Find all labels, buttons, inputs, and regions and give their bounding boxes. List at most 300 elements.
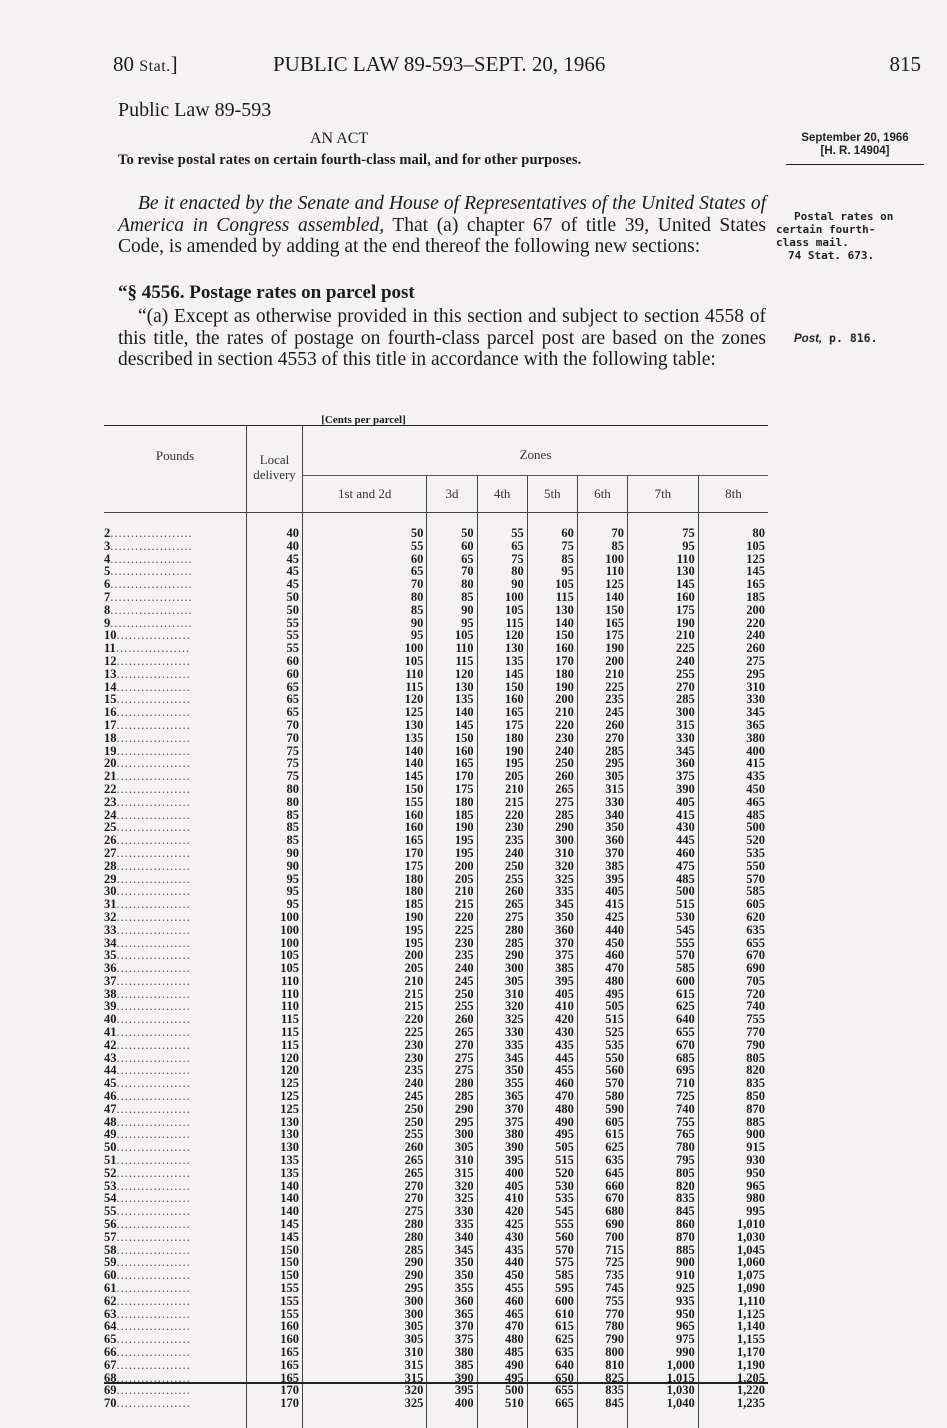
zone-rate-cell: 585 xyxy=(698,885,768,898)
table-row xyxy=(104,1192,768,1205)
pounds-cell: 9.................... xyxy=(104,615,193,630)
zone-rate-cell: 220 xyxy=(477,809,527,822)
zone-rate-cell: 215 xyxy=(477,796,527,809)
zone-rate-cell: 965 xyxy=(698,1180,768,1193)
zone-rate-cell: 835 xyxy=(698,1077,768,1090)
local-rate-cell: 160 xyxy=(247,1320,303,1333)
pounds-cell: 5.................... xyxy=(104,564,193,579)
zone-rate-cell: 450 xyxy=(477,1269,527,1282)
zone-rate-cell: 435 xyxy=(698,770,768,783)
table-row xyxy=(104,1320,768,1333)
table-row xyxy=(104,1039,768,1052)
zone-rate-cell: 170 xyxy=(303,847,427,860)
table-row xyxy=(104,975,768,988)
zone-rate-cell: 740 xyxy=(698,1000,768,1013)
zone-rate-cell: 520 xyxy=(698,834,768,847)
zone-rate-cell: 740 xyxy=(627,1103,698,1116)
zone-rate-cell: 490 xyxy=(527,1116,577,1129)
zone-rate-cell: 390 xyxy=(627,783,698,796)
zone-rate-cell: 195 xyxy=(303,937,427,950)
zone-rate-cell: 555 xyxy=(627,937,698,950)
zone-rate-cell: 520 xyxy=(527,1167,577,1180)
pounds-cell: 29.................. xyxy=(104,871,191,886)
zone-rate-cell: 535 xyxy=(527,1192,577,1205)
zone-rate-cell: 295 xyxy=(577,757,627,770)
zone-rate-cell: 75 xyxy=(477,553,527,566)
zone-rate-cell: 60 xyxy=(427,540,477,553)
leader-dots: .................. xyxy=(116,679,191,694)
zone-rate-cell: 635 xyxy=(698,924,768,937)
zone-rate-cell: 240 xyxy=(698,629,768,642)
leader-dots: .................. xyxy=(116,1165,191,1180)
zone-rate-cell: 345 xyxy=(698,706,768,719)
table-row xyxy=(104,604,768,617)
zone-rate-cell: 260 xyxy=(527,770,577,783)
zone-rate-cell: 190 xyxy=(477,745,527,758)
zone-rate-cell: 235 xyxy=(303,1064,427,1077)
local-rate-cell: 160 xyxy=(247,1333,303,1346)
local-rate-cell: 60 xyxy=(247,668,303,681)
zone-rate-cell: 950 xyxy=(627,1308,698,1321)
zone-rate-cell: 395 xyxy=(427,1384,477,1397)
table-row xyxy=(104,1282,768,1295)
local-rate-cell: 90 xyxy=(247,860,303,873)
local-rate-cell: 135 xyxy=(247,1154,303,1167)
zone-rate-cell: 70 xyxy=(427,565,477,578)
zone-rate-cell: 205 xyxy=(303,962,427,975)
leader-dots: .................. xyxy=(116,1319,191,1334)
leader-dots: .................. xyxy=(116,743,191,758)
zone-rate-cell: 495 xyxy=(477,1372,527,1385)
zone-rate-cell: 1,235 xyxy=(698,1397,768,1410)
local-rate-cell: 40 xyxy=(247,527,303,540)
zone-rate-cell: 360 xyxy=(527,924,577,937)
zone-rate-cell: 85 xyxy=(303,604,427,617)
leader-dots: .................. xyxy=(116,730,191,745)
local-rate-cell: 110 xyxy=(247,988,303,1001)
zone-rate-cell: 210 xyxy=(303,975,427,988)
zone-rate-cell: 270 xyxy=(427,1039,477,1052)
local-rate-cell: 95 xyxy=(247,885,303,898)
zone-rate-cell: 645 xyxy=(577,1167,627,1180)
zone-rate-cell: 485 xyxy=(698,809,768,822)
zone-rate-cell: 275 xyxy=(698,655,768,668)
leader-dots: .................. xyxy=(116,666,191,681)
zone-rate-cell: 85 xyxy=(427,591,477,604)
zone-rate-cell: 375 xyxy=(627,770,698,783)
zone-rate-cell: 430 xyxy=(627,821,698,834)
zone-rate-cell: 370 xyxy=(577,847,627,860)
pounds-cell: 17.................. xyxy=(104,717,191,732)
header-zone-1-2: 1st and 2d xyxy=(303,476,427,513)
table-row xyxy=(104,924,768,937)
zone-rate-cell: 145 xyxy=(427,719,477,732)
zone-rate-cell: 295 xyxy=(303,1282,427,1295)
zone-rate-cell: 385 xyxy=(577,860,627,873)
zone-rate-cell: 555 xyxy=(527,1218,577,1231)
leader-dots: .................. xyxy=(116,692,191,707)
zone-rate-cell: 245 xyxy=(577,706,627,719)
zone-rate-cell: 195 xyxy=(427,834,477,847)
zone-rate-cell: 615 xyxy=(577,1128,627,1141)
zone-rate-cell: 130 xyxy=(303,719,427,732)
leader-dots: .................. xyxy=(116,999,191,1014)
zone-rate-cell: 415 xyxy=(698,757,768,770)
zone-rate-cell: 485 xyxy=(477,1346,527,1359)
pounds-cell: 41.................. xyxy=(104,1025,191,1040)
leader-dots: .................. xyxy=(116,653,191,668)
zone-rate-cell: 215 xyxy=(303,988,427,1001)
table-row xyxy=(104,719,768,732)
zone-rate-cell: 195 xyxy=(427,847,477,860)
local-rate-cell: 75 xyxy=(247,770,303,783)
local-rate-cell: 50 xyxy=(247,604,303,617)
zone-rate-cell: 185 xyxy=(303,898,427,911)
zone-rate-cell: 150 xyxy=(477,681,527,694)
volume-citation: 80 Stat.] xyxy=(113,52,178,76)
table-row xyxy=(104,1397,768,1410)
zone-rate-cell: 290 xyxy=(527,821,577,834)
table-row xyxy=(104,1052,768,1065)
zone-rate-cell: 430 xyxy=(527,1026,577,1039)
table-row xyxy=(104,578,768,591)
local-rate-cell: 65 xyxy=(247,693,303,706)
leader-dots: .................. xyxy=(116,1076,191,1091)
zone-rate-cell: 180 xyxy=(303,885,427,898)
leader-dots: .................. xyxy=(116,1178,191,1193)
zone-rate-cell: 480 xyxy=(577,975,627,988)
margin-rule xyxy=(786,164,924,165)
zone-rate-cell: 635 xyxy=(527,1346,577,1359)
zone-rate-cell: 380 xyxy=(698,732,768,745)
zone-rate-cell: 870 xyxy=(627,1231,698,1244)
pounds-cell: 45.................. xyxy=(104,1076,191,1091)
zone-rate-cell: 255 xyxy=(427,1000,477,1013)
zone-rate-cell: 635 xyxy=(577,1154,627,1167)
running-title: PUBLIC LAW 89-593–SEPT. 20, 1966 xyxy=(273,52,606,76)
zone-rate-cell: 250 xyxy=(427,988,477,1001)
leader-dots: .................. xyxy=(116,1089,191,1104)
pounds-cell: 65.................. xyxy=(104,1332,191,1347)
local-rate-cell: 140 xyxy=(247,1180,303,1193)
zone-rate-cell: 505 xyxy=(577,1000,627,1013)
zone-rate-cell: 305 xyxy=(477,975,527,988)
zone-rate-cell: 55 xyxy=(477,527,527,540)
zone-rate-cell: 140 xyxy=(577,591,627,604)
pounds-cell: 36.................. xyxy=(104,961,191,976)
zone-rate-cell: 900 xyxy=(698,1128,768,1141)
zone-rate-cell: 650 xyxy=(527,1372,577,1385)
zone-rate-cell: 115 xyxy=(427,655,477,668)
zone-rate-cell: 375 xyxy=(527,949,577,962)
zone-rate-cell: 130 xyxy=(627,565,698,578)
pounds-cell: 62.................. xyxy=(104,1293,191,1308)
zone-rate-cell: 620 xyxy=(698,911,768,924)
zone-rate-cell: 720 xyxy=(698,988,768,1001)
local-rate-cell: 130 xyxy=(247,1141,303,1154)
zone-rate-cell: 90 xyxy=(427,604,477,617)
zone-rate-cell: 175 xyxy=(477,719,527,732)
pounds-cell: 27.................. xyxy=(104,845,191,860)
table-row xyxy=(104,885,768,898)
zone-rate-cell: 360 xyxy=(427,1295,477,1308)
zone-rate-cell: 125 xyxy=(698,553,768,566)
zone-rate-cell: 210 xyxy=(477,783,527,796)
zone-rate-cell: 915 xyxy=(698,1141,768,1154)
zone-rate-cell: 585 xyxy=(627,962,698,975)
zone-rate-cell: 115 xyxy=(477,617,527,630)
zone-rate-cell: 455 xyxy=(477,1282,527,1295)
local-rate-cell: 50 xyxy=(247,591,303,604)
zone-rate-cell: 655 xyxy=(698,937,768,950)
zone-rate-cell: 1,030 xyxy=(698,1231,768,1244)
zone-rate-cell: 325 xyxy=(527,873,577,886)
table-row xyxy=(104,1077,768,1090)
zone-rate-cell: 285 xyxy=(303,1244,427,1257)
zone-rate-cell: 820 xyxy=(627,1180,698,1193)
table-row xyxy=(104,1167,768,1180)
zone-rate-cell: 1,075 xyxy=(698,1269,768,1282)
zone-rate-cell: 230 xyxy=(527,732,577,745)
zone-rate-cell: 455 xyxy=(527,1064,577,1077)
zone-rate-cell: 530 xyxy=(527,1180,577,1193)
zone-rate-cell: 290 xyxy=(303,1269,427,1282)
zone-rate-cell: 1,030 xyxy=(627,1384,698,1397)
header-zone-7: 7th xyxy=(627,476,698,513)
stat-reference: 74 Stat. 673. xyxy=(788,249,875,262)
local-rate-cell: 115 xyxy=(247,1039,303,1052)
pounds-cell: 35.................. xyxy=(104,948,191,963)
zone-rate-cell: 835 xyxy=(577,1384,627,1397)
table-row xyxy=(104,1013,768,1026)
zone-rate-cell: 835 xyxy=(627,1192,698,1205)
table-row xyxy=(104,1244,768,1257)
leader-dots: .................. xyxy=(116,922,191,937)
header-zone-8: 8th xyxy=(698,476,768,513)
leader-dots: .................. xyxy=(116,1037,191,1052)
zone-rate-cell: 405 xyxy=(527,988,577,1001)
zone-rate-cell: 355 xyxy=(427,1282,477,1295)
zone-rate-cell: 95 xyxy=(527,565,577,578)
table-row xyxy=(104,1090,768,1103)
zone-rate-cell: 700 xyxy=(577,1231,627,1244)
zone-rate-cell: 305 xyxy=(303,1333,427,1346)
table-row xyxy=(104,745,768,758)
zone-rate-cell: 330 xyxy=(477,1026,527,1039)
zone-rate-cell: 300 xyxy=(427,1128,477,1141)
table-row xyxy=(104,949,768,962)
leader-dots: .................. xyxy=(116,1204,191,1219)
zone-rate-cell: 190 xyxy=(427,821,477,834)
section-heading: “§ 4556. Postage rates on parcel post xyxy=(118,282,415,303)
zone-rate-cell: 615 xyxy=(527,1320,577,1333)
table-row xyxy=(104,821,768,834)
zone-rate-cell: 845 xyxy=(577,1397,627,1410)
zone-rate-cell: 250 xyxy=(527,757,577,770)
leader-dots: .................. xyxy=(116,871,191,886)
zone-rate-cell: 465 xyxy=(698,796,768,809)
table-row xyxy=(104,1205,768,1218)
local-rate-cell: 140 xyxy=(247,1192,303,1205)
zone-rate-cell: 325 xyxy=(477,1013,527,1026)
local-rate-cell: 170 xyxy=(247,1384,303,1397)
local-rate-cell: 70 xyxy=(247,719,303,732)
pounds-cell: 6.................... xyxy=(104,577,193,592)
zone-rate-cell: 80 xyxy=(477,565,527,578)
zone-rate-cell: 175 xyxy=(577,629,627,642)
local-rate-cell: 130 xyxy=(247,1128,303,1141)
pounds-cell: 12.................. xyxy=(104,653,191,668)
zone-rate-cell: 570 xyxy=(527,1244,577,1257)
zone-rate-cell: 235 xyxy=(577,693,627,706)
zone-rate-cell: 725 xyxy=(627,1090,698,1103)
pounds-cell: 4.................... xyxy=(104,551,193,566)
zone-rate-cell: 275 xyxy=(527,796,577,809)
zone-rate-cell: 150 xyxy=(527,629,577,642)
zone-rate-cell: 315 xyxy=(427,1167,477,1180)
zone-rate-cell: 870 xyxy=(698,1103,768,1116)
zone-rate-cell: 365 xyxy=(427,1308,477,1321)
local-rate-cell: 100 xyxy=(247,911,303,924)
zone-rate-cell: 310 xyxy=(527,847,577,860)
zone-rate-cell: 535 xyxy=(577,1039,627,1052)
zone-rate-cell: 655 xyxy=(527,1384,577,1397)
pounds-cell: 34.................. xyxy=(104,935,191,950)
table-row xyxy=(104,553,768,566)
zone-rate-cell: 545 xyxy=(627,924,698,937)
zone-rate-cell: 145 xyxy=(627,578,698,591)
zone-rate-cell: 425 xyxy=(477,1218,527,1231)
pounds-cell: 31.................. xyxy=(104,897,191,912)
leader-dots: .................. xyxy=(116,1140,191,1155)
local-rate-cell: 125 xyxy=(247,1077,303,1090)
zone-rate-cell: 270 xyxy=(577,732,627,745)
zone-rate-cell: 595 xyxy=(527,1282,577,1295)
leader-dots: .................... xyxy=(110,526,193,540)
zone-rate-cell: 50 xyxy=(303,527,427,540)
zone-rate-cell: 1,010 xyxy=(698,1218,768,1231)
pounds-cell: 14.................. xyxy=(104,679,191,694)
zone-rate-cell: 400 xyxy=(477,1167,527,1180)
local-rate-cell: 45 xyxy=(247,578,303,591)
local-rate-cell: 150 xyxy=(247,1244,303,1257)
zone-rate-cell: 350 xyxy=(527,911,577,924)
margin-post-reference: Post, p. 816. xyxy=(794,331,878,345)
pounds-cell: 11.................. xyxy=(104,641,191,656)
zone-rate-cell: 445 xyxy=(627,834,698,847)
rate-rows xyxy=(104,527,768,1410)
local-rate-cell: 40 xyxy=(247,540,303,553)
pounds-cell: 60.................. xyxy=(104,1268,191,1283)
zone-rate-cell: 270 xyxy=(303,1180,427,1193)
table-row xyxy=(104,642,768,655)
pounds-cell: 2.................... xyxy=(104,526,193,540)
header-pounds: Pounds xyxy=(155,448,195,463)
table-row xyxy=(104,629,768,642)
zone-rate-cell: 100 xyxy=(477,591,527,604)
table-row xyxy=(104,809,768,822)
zone-rate-cell: 1,170 xyxy=(698,1346,768,1359)
zone-rate-cell: 695 xyxy=(627,1064,698,1077)
zone-rate-cell: 885 xyxy=(698,1116,768,1129)
zone-rate-cell: 275 xyxy=(303,1205,427,1218)
zone-rate-cell: 130 xyxy=(477,642,527,655)
zone-rate-cell: 275 xyxy=(427,1064,477,1077)
pounds-cell: 70.................. xyxy=(104,1396,191,1411)
table-row xyxy=(104,757,768,770)
zone-rate-cell: 100 xyxy=(577,553,627,566)
zone-rate-cell: 845 xyxy=(627,1205,698,1218)
zone-rate-cell: 395 xyxy=(477,1154,527,1167)
zone-rate-cell: 85 xyxy=(577,540,627,553)
zone-rate-cell: 335 xyxy=(427,1218,477,1231)
zone-rate-cell: 280 xyxy=(477,924,527,937)
zone-rate-cell: 625 xyxy=(627,1000,698,1013)
zone-rate-cell: 260 xyxy=(577,719,627,732)
local-rate-cell: 70 xyxy=(247,732,303,745)
zone-rate-cell: 200 xyxy=(303,949,427,962)
zone-rate-cell: 345 xyxy=(527,898,577,911)
zone-rate-cell: 250 xyxy=(303,1116,427,1129)
zone-rate-cell: 350 xyxy=(577,821,627,834)
zone-rate-cell: 625 xyxy=(527,1333,577,1346)
zone-rate-cell: 95 xyxy=(627,540,698,553)
pounds-cell: 69.................. xyxy=(104,1383,191,1398)
leader-dots: .................. xyxy=(116,756,191,771)
local-rate-cell: 95 xyxy=(247,873,303,886)
zone-rate-cell: 345 xyxy=(627,745,698,758)
leader-dots: .................. xyxy=(116,1357,191,1372)
leader-dots: .................. xyxy=(116,1281,191,1296)
pounds-cell: 33.................. xyxy=(104,922,191,937)
zone-rate-cell: 810 xyxy=(577,1359,627,1372)
zone-rate-cell: 90 xyxy=(303,617,427,630)
zone-rate-cell: 805 xyxy=(698,1052,768,1065)
table-row xyxy=(104,1128,768,1141)
zone-rate-cell: 235 xyxy=(427,949,477,962)
zone-rate-cell: 265 xyxy=(477,898,527,911)
leader-dots: .................. xyxy=(116,884,191,899)
local-rate-cell: 155 xyxy=(247,1308,303,1321)
zone-rate-cell: 200 xyxy=(698,604,768,617)
zone-rate-cell: 380 xyxy=(477,1128,527,1141)
zone-rate-cell: 315 xyxy=(303,1359,427,1372)
zone-rate-cell: 165 xyxy=(303,834,427,847)
zone-rate-cell: 230 xyxy=(303,1052,427,1065)
zone-rate-cell: 160 xyxy=(627,591,698,604)
leader-dots: .................. xyxy=(116,833,191,848)
zone-rate-cell: 370 xyxy=(477,1103,527,1116)
zone-rate-cell: 170 xyxy=(527,655,577,668)
zone-rate-cell: 1,060 xyxy=(698,1256,768,1269)
zone-rate-cell: 500 xyxy=(698,821,768,834)
leader-dots: .................. xyxy=(116,986,191,1001)
zone-rate-cell: 350 xyxy=(427,1269,477,1282)
zone-rate-cell: 400 xyxy=(698,745,768,758)
zone-rate-cell: 1,015 xyxy=(627,1372,698,1385)
act-purpose: To revise postal rates on certain fourth-class mail, and for other purposes. xyxy=(118,152,582,168)
zone-rate-cell: 450 xyxy=(698,783,768,796)
zone-rate-cell: 75 xyxy=(627,527,698,540)
zone-rate-cell: 345 xyxy=(477,1052,527,1065)
zone-rate-cell: 590 xyxy=(577,1103,627,1116)
zone-rate-cell: 470 xyxy=(527,1090,577,1103)
table-row xyxy=(104,1116,768,1129)
zone-rate-cell: 305 xyxy=(427,1141,477,1154)
zone-rate-cell: 460 xyxy=(577,949,627,962)
table-row xyxy=(104,1154,768,1167)
local-rate-cell: 150 xyxy=(247,1269,303,1282)
